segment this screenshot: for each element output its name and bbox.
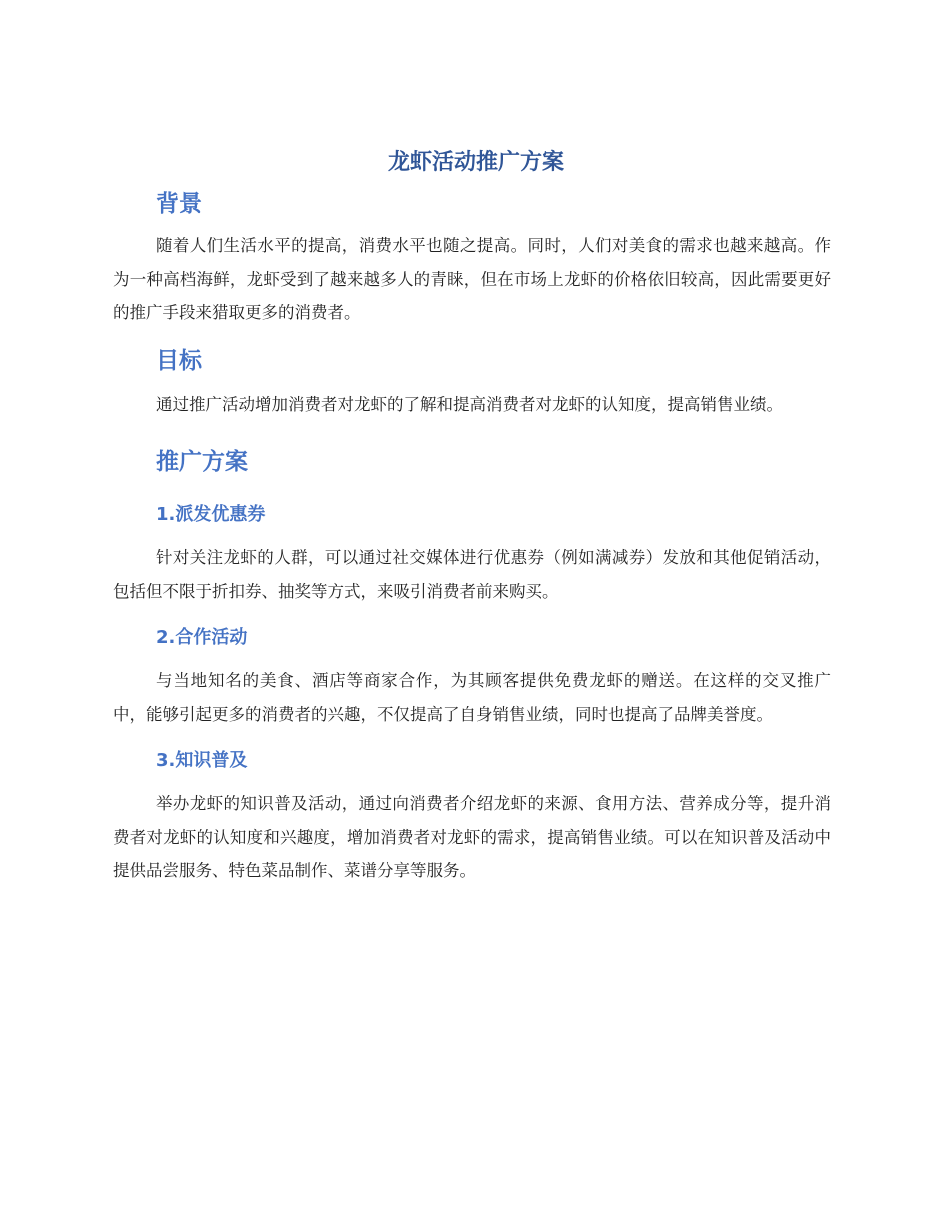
section-heading-goal: 目标 bbox=[156, 347, 202, 374]
section-paragraph-goal: 通过推广活动增加消费者对龙虾的了解和提高消费者对龙虾的认知度，提高销售业绩。 bbox=[156, 394, 783, 414]
subsection-paragraph-cooperation: 与当地知名的美食、酒店等商家合作，为其顾客提供免费龙虾的赠送。在这样的交叉推广中，能够引起更多的消费者的兴趣，不仅提高了自身销售业绩，同时也提高了品牌美誉度。 bbox=[113, 671, 831, 724]
subsection-heading-coupons: 1.派发优惠券 bbox=[156, 504, 266, 525]
document-title: 龙虾活动推广方案 bbox=[387, 150, 564, 175]
subsection-paragraph-coupons: 针对关注龙虾的人群，可以通过社交媒体进行优惠券（例如满减券）发放和其他促销活动，包括但不限于折扣券、抽奖等方式，来吸引消费者前来购买。 bbox=[113, 548, 831, 601]
section-paragraph-background: 随着人们生活水平的提高，消费水平也随之提高。同时，人们对美食的需求也越来越高。作为一种高档海鲜，龙虾受到了越来越多人的青睐，但在市场上龙虾的价格依旧较高，因此需要更好的推广手段来猎取更多的消费者。 bbox=[113, 236, 831, 322]
subsection-heading-cooperation: 2.合作活动 bbox=[156, 627, 248, 648]
document-content bbox=[113, 145, 831, 888]
subsection-paragraph-knowledge: 举办龙虾的知识普及活动，通过向消费者介绍龙虾的来源、食用方法、营养成分等，提升消费者对龙虾的认知度和兴趣度，增加消费者对龙虾的需求，提高销售业绩。可以在知识普及活动中提供品尝服务、特色菜品制作、菜谱分享等服务。 bbox=[113, 794, 831, 880]
subsection-heading-knowledge: 3.知识普及 bbox=[156, 750, 248, 771]
section-heading-background: 背景 bbox=[156, 191, 202, 217]
section-heading-plan: 推广方案 bbox=[156, 449, 248, 475]
